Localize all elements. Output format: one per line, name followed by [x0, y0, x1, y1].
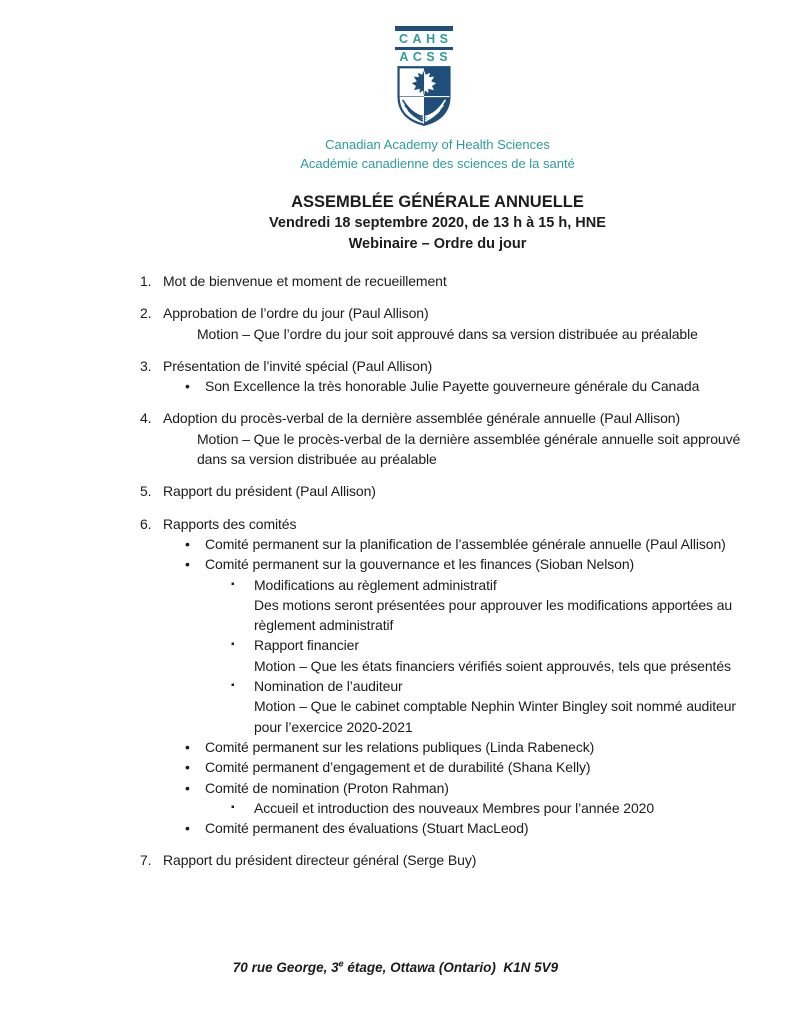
agenda-row-subtext	[140, 717, 791, 737]
agenda-row-numbered	[140, 481, 791, 501]
item-number: 4.	[140, 410, 152, 427]
bullet-marker: ▪	[231, 578, 235, 590]
agenda-item-text: Présentation de l’invité spécial (Paul Allison)	[163, 357, 433, 374]
agenda-item-text: Adoption du procès-verbal de la dernière assemblée générale annuelle (Paul Allison)	[163, 410, 681, 427]
agenda-row-bullet	[140, 818, 791, 838]
agenda-row-subtext	[140, 696, 791, 716]
org-name-french: Académie canadienne des sciences de la santé	[300, 155, 575, 171]
meeting-datetime: Vendredi 18 septembre 2020, de 13 h à 15 h, HNE	[269, 215, 606, 231]
agenda-item-text: Approbation de l’ordre du jour (Paul Allison)	[163, 305, 429, 322]
agenda-item-text: Comité permanent d’engagement et de durabilité (Shana Kelly)	[205, 759, 591, 776]
document-header	[0, 0, 791, 255]
agenda-item-text: Rapport financier	[254, 637, 359, 654]
agenda-item-text: Mot de bienvenue et moment de recueillement	[163, 273, 447, 289]
bullet-marker: •	[185, 556, 190, 573]
bullet-marker: ▪	[231, 801, 235, 813]
document-footer	[0, 958, 791, 975]
cahs-logo	[395, 26, 453, 127]
agenda-row-subtext	[140, 595, 791, 615]
agenda-item-text: Rapport du président directeur général (Serge Buy)	[163, 852, 477, 869]
agenda-row-bullet	[140, 376, 791, 396]
agenda-item-text: Son Excellence la très honorable Julie Payette gouverneure générale du Canada	[205, 378, 700, 395]
agenda-row-bullet	[140, 778, 791, 798]
agenda-row-numbered	[140, 303, 791, 323]
agenda-item-text: Motion – Que le procès-verbal de la dernière assemblée générale annuelle soit approuvé	[197, 430, 741, 447]
agenda-row-subtext	[140, 615, 791, 635]
bullet-marker: •	[185, 535, 190, 552]
address-prefix: 70 rue George, 3	[232, 959, 339, 975]
agenda-item-text: pour l’exercice 2020-2021	[254, 718, 413, 735]
address-line	[233, 960, 558, 975]
agenda-row-square	[140, 676, 791, 696]
agenda-item-text: dans sa version distribuée au préalable	[197, 451, 437, 468]
agenda-row-motion	[140, 449, 791, 469]
agenda-item-text: Modifications au règlement administratif	[254, 576, 497, 593]
bullet-marker: •	[185, 738, 190, 755]
agenda-row-bullet	[140, 554, 791, 574]
agenda-row-numbered	[140, 514, 791, 534]
bullet-marker: •	[185, 779, 190, 796]
logo-acronym-acss: ACSS	[399, 50, 453, 64]
agenda-item-text: Motion – Que l’ordre du jour soit approuvé dans sa version distribuée au préalable	[197, 325, 698, 342]
agenda-item-text: Motion – Que les états financiers vérifiés soient approuvés, tels que présentés	[254, 657, 731, 674]
meeting-subtitle: Webinaire – Ordre du jour	[348, 236, 527, 252]
agenda-row-bullet	[140, 757, 791, 777]
agenda-item-text: Accueil et introduction des nouveaux Membres pour l’année 2020	[254, 799, 655, 816]
bullet-marker: ▪	[231, 680, 235, 692]
agenda-row-square	[140, 635, 791, 655]
agenda-item-text: Des motions seront présentées pour approuver les modifications apportées au	[254, 596, 733, 613]
agenda-item-text: Comité permanent sur les relations publiques (Linda Rabeneck)	[205, 738, 595, 755]
agenda-item-text: Comité permanent des évaluations (Stuart MacLeod)	[205, 820, 529, 837]
agenda-item-text: règlement administratif	[254, 617, 394, 634]
bullet-marker: •	[185, 759, 190, 776]
address-suffix: étage, Ottawa (Ontario) K1N 5V9	[343, 959, 559, 975]
agenda-item-text: Comité permanent sur la planification de l’assemblée générale annuelle (Paul Allison)	[205, 535, 726, 552]
agenda-item-text: Comité de nomination (Proton Rahman)	[205, 779, 449, 796]
agenda-row-square	[140, 575, 791, 595]
agenda-row-bullet	[140, 737, 791, 757]
bullet-marker: ▪	[231, 639, 235, 651]
agenda-item-text: Rapports des comités	[163, 515, 297, 532]
agenda-row-numbered	[140, 850, 791, 870]
agenda-row-numbered	[140, 356, 791, 376]
agenda-row-square	[140, 798, 791, 818]
logo-acronym-cahs: CAHS	[399, 32, 453, 46]
agenda-row-numbered	[140, 271, 791, 291]
page-title: ASSEMBLÉE GÉNÉRALE ANNUELLE	[291, 193, 584, 211]
agenda-row-motion	[140, 429, 791, 449]
item-number: 3.	[140, 357, 152, 374]
item-number: 6.	[140, 515, 152, 532]
agenda-row-motion	[140, 324, 791, 344]
item-number: 2.	[140, 305, 152, 322]
item-number: 1.	[140, 273, 152, 289]
agenda-row-numbered	[140, 408, 791, 428]
shield-maple-leaf-icon	[396, 65, 452, 127]
agenda-item-text: Rapport du président (Paul Allison)	[163, 483, 376, 500]
org-name-english: Canadian Academy of Health Sciences	[325, 137, 550, 152]
bullet-marker: •	[185, 378, 190, 395]
item-number: 7.	[140, 852, 152, 869]
item-number: 5.	[140, 483, 152, 500]
agenda-row-bullet	[140, 534, 791, 554]
logo-top-bar	[395, 26, 453, 31]
bullet-marker: •	[185, 820, 190, 837]
agenda-row-subtext	[140, 656, 791, 676]
address-ordinal-superscript: e	[338, 958, 344, 968]
agenda-item-text: Comité permanent sur la gouvernance et les finances (Sioban Nelson)	[205, 556, 635, 573]
agenda-item-text: Nomination de l’auditeur	[254, 678, 403, 695]
agenda-item-text: Motion – Que le cabinet comptable Nephin Winter Bingley soit nommé auditeur	[254, 698, 736, 715]
agenda-list	[140, 271, 791, 871]
